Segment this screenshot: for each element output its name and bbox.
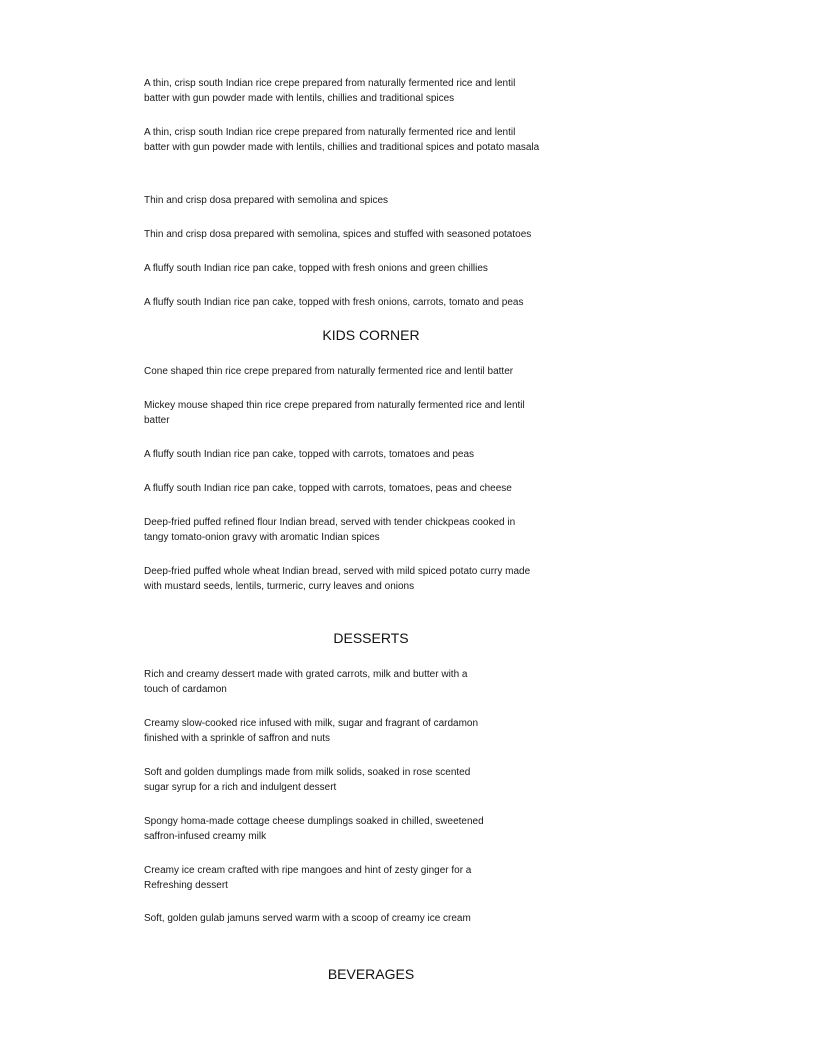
item-description	[144, 716, 478, 746]
desc-line: Deep-fried puffed refined flour Indian bread, served with tender chickpeas cooked in	[144, 517, 516, 528]
desc-line: Spongy homa-made cottage cheese dumplings soaked in chilled, sweetened	[144, 816, 484, 827]
desc-line: Soft, golden gulab jamuns served warm with a scoop of creamy ice cream	[144, 913, 471, 924]
desc-line: batter with gun powder made with lentils, chillies and traditional spices	[144, 93, 455, 104]
desc-line: tangy tomato-onion gravy with aromatic Indian spices	[144, 532, 380, 543]
desc-line: with mustard seeds, lentils, turmeric, curry leaves and onions	[144, 581, 415, 592]
item-description	[144, 765, 470, 795]
desc-line: Deep-fried puffed whole wheat Indian bread, served with mild spiced potato curry made	[144, 566, 531, 577]
desc-line: Creamy slow-cooked rice infused with milk, sugar and fragrant of cardamon	[144, 718, 479, 729]
item-description	[144, 667, 467, 697]
item-description	[144, 364, 513, 379]
section-heading-desserts: DESSERTS	[333, 630, 409, 646]
desc-line: Creamy ice cream crafted with ripe mangoes and hint of zesty ginger for a	[144, 865, 472, 876]
desc-line: Soft and golden dumplings made from milk solids, soaked in rose scented	[144, 767, 471, 778]
desc-line: Rich and creamy dessert made with grated carrots, milk and butter with a	[144, 669, 468, 680]
desc-line: sugar syrup for a rich and indulgent dessert	[144, 782, 337, 793]
desc-line: saffron-infused creamy milk	[144, 831, 267, 842]
desc-line: A thin, crisp south Indian rice crepe prepared from naturally fermented rice and lentil	[144, 78, 516, 89]
desc-line: A fluffy south Indian rice pan cake, topped with fresh onions, carrots, tomato and peas	[144, 297, 524, 308]
desc-line: Thin and crisp dosa prepared with semolina and spices	[144, 195, 389, 206]
section-heading-kids-corner: KIDS CORNER	[322, 327, 420, 343]
item-description	[144, 564, 530, 594]
desc-line: finished with a sprinkle of saffron and nuts	[144, 733, 331, 744]
item-description	[144, 125, 539, 155]
item-description	[144, 295, 524, 310]
item-description	[144, 515, 515, 545]
desc-line: batter	[144, 415, 170, 426]
item-description	[144, 863, 471, 893]
desc-line: Thin and crisp dosa prepared with semolina, spices and stuffed with seasoned potatoes	[144, 229, 532, 240]
desc-line: A thin, crisp south Indian rice crepe prepared from naturally fermented rice and lentil	[144, 127, 516, 138]
desc-line: Refreshing dessert	[144, 880, 228, 891]
item-description	[144, 398, 525, 428]
desc-line: A fluffy south Indian rice pan cake, topped with carrots, tomatoes and peas	[144, 449, 475, 460]
item-description	[144, 193, 388, 208]
desc-line: A fluffy south Indian rice pan cake, topped with carrots, tomatoes, peas and cheese	[144, 483, 512, 494]
desc-line: A fluffy south Indian rice pan cake, topped with fresh onions and green chillies	[144, 263, 488, 274]
item-description	[144, 481, 512, 496]
desc-line: touch of cardamon	[144, 684, 227, 695]
item-description	[144, 227, 531, 242]
desc-line: Mickey mouse shaped thin rice crepe prepared from naturally fermented rice and lentil	[144, 400, 525, 411]
item-description	[144, 911, 471, 926]
desc-line: Cone shaped thin rice crepe prepared from naturally fermented rice and lentil batter	[144, 366, 514, 377]
section-heading-beverages: BEVERAGES	[327, 966, 415, 982]
item-description	[144, 447, 474, 462]
desc-line: batter with gun powder made with lentils, chillies and traditional spices and potato masala	[144, 142, 540, 153]
item-description	[144, 76, 515, 106]
item-description	[144, 261, 488, 276]
item-description	[144, 814, 484, 844]
